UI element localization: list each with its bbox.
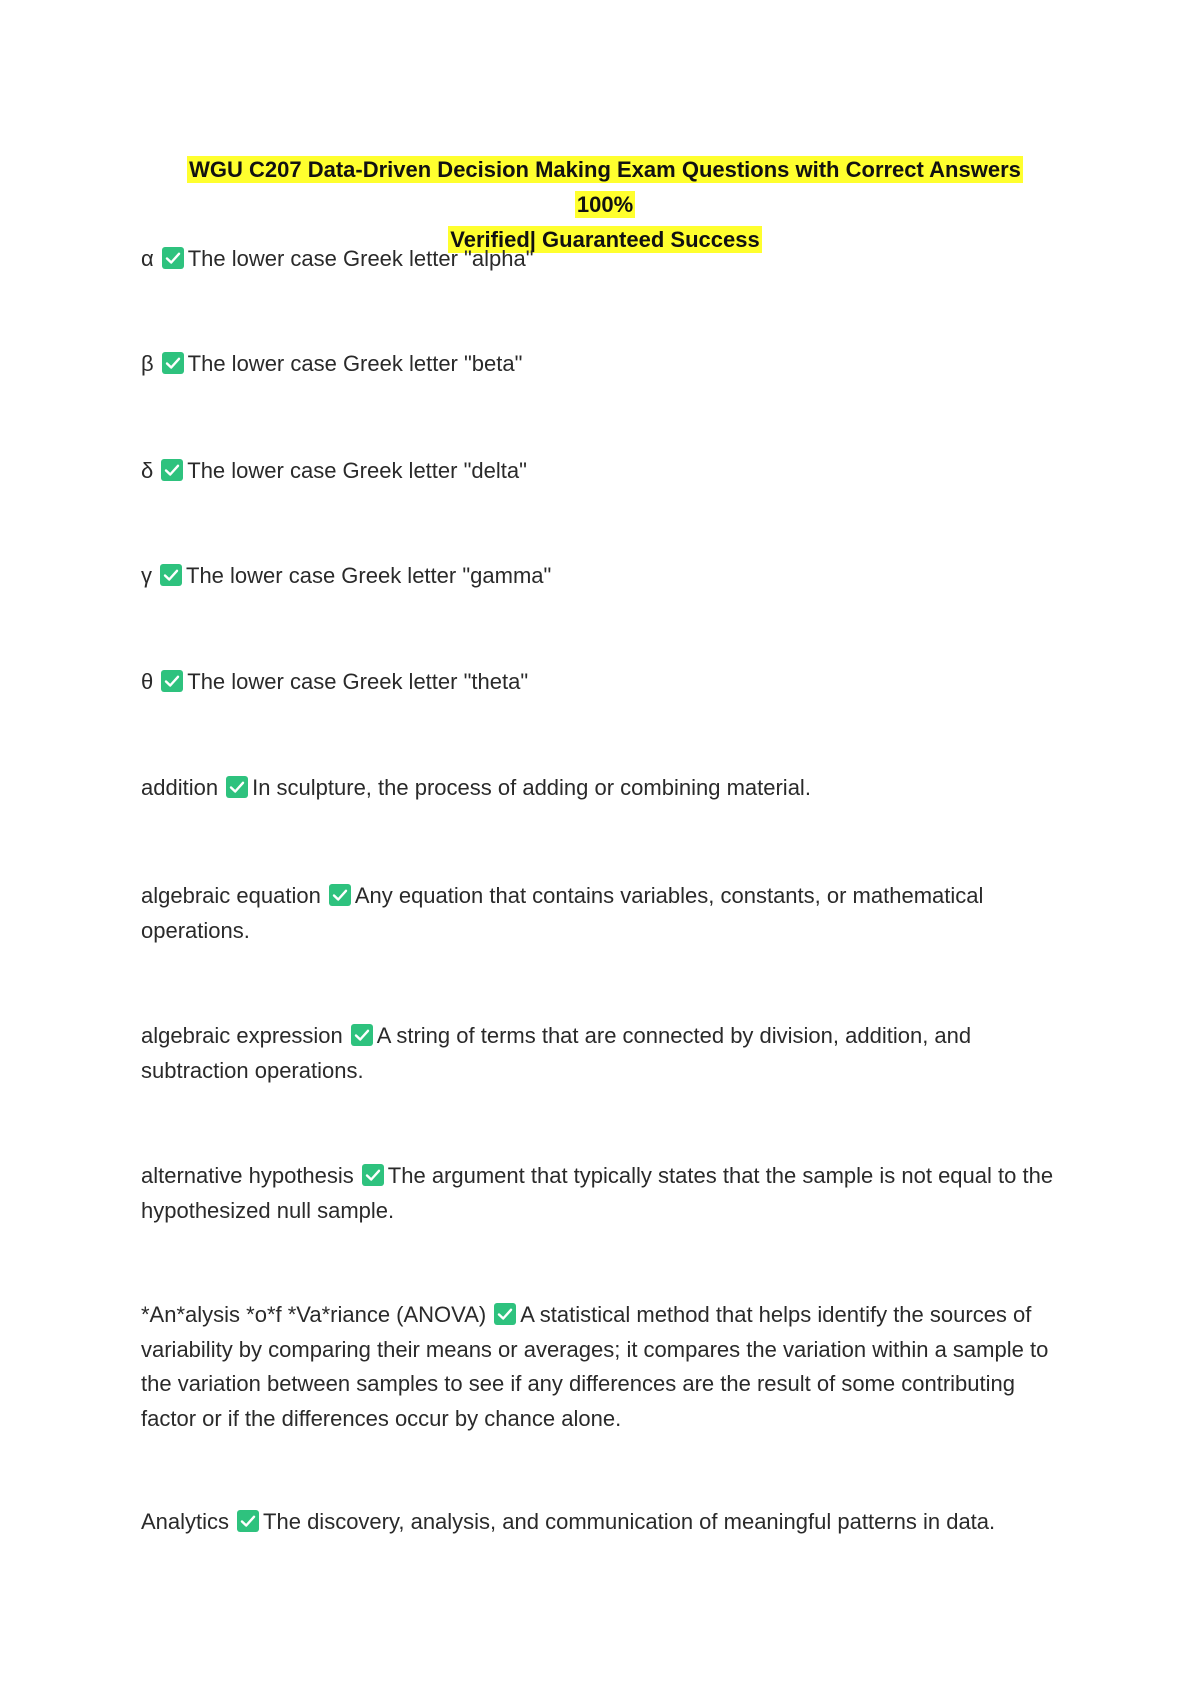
entry-definition: The lower case Greek letter "delta" [187,458,527,483]
entry-term: algebraic expression [141,1023,343,1048]
green-check-box-icon [161,459,183,481]
entry-definition: The discovery, analysis, and communication of meaningful patterns in data. [263,1509,996,1534]
entry-term: γ [141,563,152,588]
green-check-box-icon [162,247,184,269]
green-check-box-icon [362,1164,384,1186]
entry-term: alternative hypothesis [141,1163,354,1188]
entry-definition: The argument that typically states that the sample is not equal to the hypothesized null sample. [141,1163,1054,1223]
glossary-entry [141,559,1061,594]
entry-term: addition [141,775,219,800]
entry-definition: The lower case Greek letter "beta" [187,351,523,376]
entry-term: Analytics [141,1509,230,1534]
glossary-entry [141,771,1061,806]
green-check-box-icon [351,1024,373,1046]
entry-definition: Any equation that contains variables, constants, or mathematical operations. [141,883,984,943]
glossary-entry [141,1159,1061,1228]
glossary-entry [141,879,1061,948]
glossary-entry [141,347,1061,382]
entry-definition: The lower case Greek letter "theta" [187,669,529,694]
entry-term: δ [141,458,154,483]
glossary-entry [141,1298,1061,1436]
entry-term: algebraic equation [141,883,321,908]
green-check-box-icon [161,670,183,692]
glossary-entry [141,1019,1061,1088]
entry-definition: In sculpture, the process of adding or combining material. [252,775,811,800]
entry-term: β [141,351,154,376]
green-check-box-icon [329,884,351,906]
glossary-entry [141,454,1061,489]
glossary-entry [141,242,1061,277]
glossary-entry [141,665,1061,700]
green-check-box-icon [494,1303,516,1325]
title-line-2: Verified| Guaranteed Success [450,227,760,252]
green-check-box-icon [162,352,184,374]
green-check-box-icon [160,564,182,586]
green-check-box-icon [237,1510,259,1532]
entry-term: θ [141,669,154,694]
title-line-1: WGU C207 Data-Driven Decision Making Exam Questions with Correct Answers 100% [189,157,1021,217]
green-check-box-icon [226,776,248,798]
entry-term: α [141,246,154,271]
entry-term: *An*alysis *o*f *Va*riance (ANOVA) [141,1302,487,1327]
entry-definition: A string of terms that are connected by division, addition, and subtraction operations. [141,1023,972,1083]
glossary-entry [141,1505,1061,1540]
entry-definition: The lower case Greek letter "alpha" [187,246,534,271]
entry-definition: A statistical method that helps identify the sources of variability by comparing their means or averages; it compares the variation within a sample to the variation between samples to see if any differences are the result of some contributing factor or if the differences occur by chance alone. [141,1302,1049,1431]
entry-definition: The lower case Greek letter "gamma" [186,563,552,588]
